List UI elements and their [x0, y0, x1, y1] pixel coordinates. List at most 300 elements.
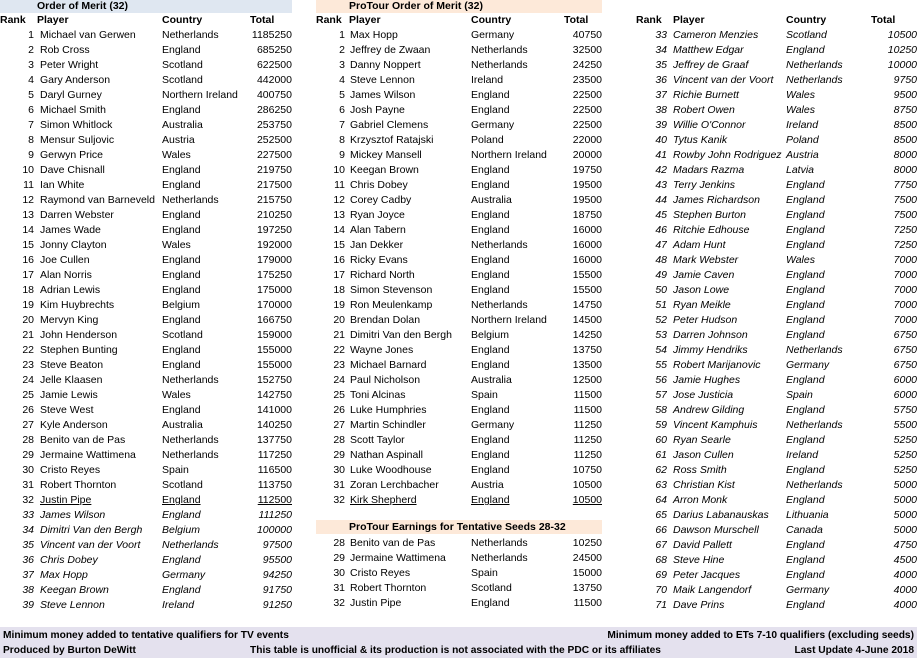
country-cell: Latvia — [786, 164, 815, 176]
country-cell: England — [162, 509, 201, 521]
rank-cell: 70 — [655, 584, 667, 596]
table-row — [316, 178, 602, 193]
player-cell: Steve West — [40, 404, 94, 416]
table-row — [316, 223, 602, 238]
protour-title: ProTour Order of Merit (32) — [316, 0, 602, 13]
footer-producer: Produced by Burton DeWitt — [3, 645, 136, 656]
order-of-merit-panel — [0, 0, 292, 613]
total-cell: 7000 — [893, 314, 917, 326]
country-cell: Wales — [786, 254, 815, 266]
protour-table — [316, 13, 602, 508]
table-row — [316, 418, 602, 433]
total-cell: 19500 — [572, 194, 602, 206]
country-cell: England — [471, 209, 510, 221]
total-cell: 91750 — [262, 584, 292, 596]
footer-et-qualifiers-note: Minimum money added to ETs 7-10 qualifiers (excluding seeds) — [607, 630, 914, 641]
country-cell: Wales — [162, 239, 191, 251]
total-cell: 6000 — [893, 374, 917, 386]
player-cell: Robert Thornton — [40, 479, 117, 491]
country-cell: England — [162, 359, 201, 371]
rank-cell: 5 — [339, 89, 345, 101]
rank-cell: 2 — [28, 44, 34, 56]
player-cell: Cristo Reyes — [350, 567, 411, 579]
table-row — [316, 133, 602, 148]
rank-cell: 37 — [22, 569, 34, 581]
rank-cell: 57 — [655, 389, 667, 401]
country-cell: Netherlands — [162, 449, 219, 461]
country-cell: Spain — [786, 389, 813, 401]
table-row — [636, 598, 917, 613]
table-row — [316, 596, 602, 611]
seeds-title: ProTour Earnings for Tentative Seeds 28-32 — [316, 520, 602, 534]
player-cell: Vincent van der Voort — [673, 74, 774, 86]
total-cell: 192000 — [256, 239, 292, 251]
country-cell: Netherlands — [471, 44, 528, 56]
rank-cell: 39 — [22, 599, 34, 611]
total-cell: 19750 — [572, 164, 602, 176]
country-cell: England — [786, 464, 825, 476]
rank-header: Rank — [316, 14, 342, 26]
table-row — [316, 536, 602, 551]
rank-cell: 67 — [655, 539, 667, 551]
table-row — [636, 538, 917, 553]
rank-cell: 12 — [22, 194, 34, 206]
total-cell: 252500 — [256, 134, 292, 146]
total-cell: 7750 — [893, 179, 917, 191]
player-cell: Max Hopp — [350, 29, 398, 41]
total-cell: 97500 — [262, 539, 292, 551]
country-cell: England — [786, 299, 825, 311]
table-row — [0, 148, 292, 163]
player-cell: Joe Cullen — [40, 254, 90, 266]
footer-tv-qualifiers-note: Minimum money added to tentative qualifiers for TV events — [3, 630, 289, 641]
player-cell: Simon Stevenson — [350, 284, 433, 296]
table-row — [636, 208, 917, 223]
country-cell: Netherlands — [471, 59, 528, 71]
player-cell: Jeffrey de Zwaan — [350, 44, 431, 56]
player-cell: Stephen Burton — [673, 209, 746, 221]
total-cell: 159000 — [256, 329, 292, 341]
player-cell: Willie O'Connor — [673, 119, 746, 131]
total-cell: 32500 — [572, 44, 602, 56]
player-cell: Steve Beaton — [40, 359, 104, 371]
player-cell: Chris Dobey — [40, 554, 98, 566]
rank-cell: 28 — [333, 434, 345, 446]
table-row — [636, 298, 917, 313]
total-cell: 5250 — [893, 434, 917, 446]
country-cell: Scotland — [471, 582, 512, 594]
rank-cell: 27 — [333, 419, 345, 431]
rank-cell: 17 — [333, 269, 345, 281]
player-cell: Dave Chisnall — [40, 164, 105, 176]
country-cell: England — [162, 554, 201, 566]
rank-cell: 53 — [655, 329, 667, 341]
total-cell: 8500 — [893, 119, 917, 131]
player-cell: Paul Nicholson — [350, 374, 421, 386]
total-cell: 400750 — [256, 89, 292, 101]
rank-header: Rank — [636, 14, 662, 26]
footer — [0, 627, 917, 658]
table-row — [636, 373, 917, 388]
table-row — [316, 88, 602, 103]
total-cell: 14250 — [572, 329, 602, 341]
player-cell: James Richardson — [673, 194, 760, 206]
player-cell: Gary Anderson — [40, 74, 111, 86]
country-cell: England — [471, 89, 510, 101]
rank-cell: 29 — [333, 449, 345, 461]
player-cell: Justin Pipe — [350, 597, 402, 609]
total-cell: 179000 — [256, 254, 292, 266]
player-cell: Jason Lowe — [673, 284, 730, 296]
total-cell: 10250 — [887, 44, 917, 56]
table-row — [316, 566, 602, 581]
rank-cell: 22 — [333, 344, 345, 356]
player-cell: Adrian Lewis — [40, 284, 101, 296]
rank-cell: 25 — [22, 389, 34, 401]
rank-cell: 36 — [22, 554, 34, 566]
total-cell: 24250 — [572, 59, 602, 71]
rank-cell: 1 — [28, 29, 34, 41]
country-cell: Germany — [162, 569, 206, 581]
table-row — [0, 448, 292, 463]
player-cell: Krzysztof Ratajski — [350, 134, 434, 146]
rank-cell: 59 — [655, 419, 667, 431]
total-cell: 11500 — [573, 597, 602, 609]
total-cell: 6750 — [893, 359, 917, 371]
player-cell: David Pallett — [673, 539, 732, 551]
player-cell: Steve Lennon — [40, 599, 105, 611]
total-cell: 13750 — [572, 582, 602, 594]
table-row — [0, 508, 292, 523]
table-row — [636, 448, 917, 463]
country-header: Country — [162, 14, 203, 26]
rank-cell: 8 — [339, 134, 345, 146]
total-cell: 23500 — [572, 74, 602, 86]
country-cell: Germany — [471, 119, 515, 131]
total-cell: 40750 — [572, 29, 602, 41]
country-cell: England — [786, 209, 825, 221]
player-cell: Adam Hunt — [673, 239, 726, 251]
player-cell: Gabriel Clemens — [350, 119, 429, 131]
total-cell: 6750 — [893, 329, 917, 341]
country-cell: Wales — [162, 149, 191, 161]
country-cell: England — [786, 374, 825, 386]
total-cell: 16000 — [572, 239, 602, 251]
order-of-merit-title: Order of Merit (32) — [0, 0, 292, 13]
total-cell: 10000 — [887, 59, 917, 71]
rank-cell: 10 — [22, 164, 34, 176]
total-cell: 5000 — [893, 479, 917, 491]
total-cell: 685250 — [256, 44, 292, 56]
table-row — [636, 568, 917, 583]
total-cell: 100000 — [256, 524, 292, 536]
country-cell: Belgium — [162, 524, 200, 536]
rank-cell: 27 — [22, 419, 34, 431]
country-cell: Australia — [162, 419, 203, 431]
table-row — [636, 523, 917, 538]
rank-cell: 37 — [655, 89, 667, 101]
rank-cell: 3 — [28, 59, 34, 71]
total-cell: 442000 — [256, 74, 292, 86]
total-cell: 95500 — [262, 554, 292, 566]
rank-cell: 32 — [22, 494, 34, 506]
total-cell: 22500 — [572, 119, 602, 131]
total-cell: 15500 — [572, 284, 602, 296]
table-row — [0, 223, 292, 238]
rank-cell: 39 — [655, 119, 667, 131]
player-cell: Dimitri Van den Bergh — [40, 524, 143, 536]
table-row — [0, 313, 292, 328]
table-row — [316, 298, 602, 313]
country-cell: England — [786, 434, 825, 446]
player-cell: Jermaine Wattimena — [40, 449, 136, 461]
table-row — [636, 403, 917, 418]
country-cell: Netherlands — [786, 59, 843, 71]
country-cell: England — [786, 194, 825, 206]
country-cell: England — [162, 164, 201, 176]
rank-cell: 47 — [655, 239, 667, 251]
country-cell: England — [162, 404, 201, 416]
player-cell: Luke Woodhouse — [350, 464, 432, 476]
rank-cell: 35 — [22, 539, 34, 551]
player-cell: Ron Meulenkamp — [350, 299, 433, 311]
country-cell: Canada — [786, 524, 823, 536]
player-cell: Nathan Aspinall — [350, 449, 423, 461]
rank-cell: 13 — [22, 209, 34, 221]
player-cell: Jamie Caven — [673, 269, 735, 281]
rank-cell: 1 — [339, 29, 345, 41]
player-cell: Jamie Hughes — [673, 374, 741, 386]
player-cell: Brendan Dolan — [350, 314, 421, 326]
total-cell: 22500 — [572, 104, 602, 116]
total-cell: 112500 — [257, 494, 292, 506]
rank-cell: 15 — [22, 239, 34, 251]
rank-cell: 3 — [339, 59, 345, 71]
rank-cell: 14 — [22, 224, 34, 236]
rank-cell: 51 — [655, 299, 667, 311]
country-cell: Scotland — [162, 74, 203, 86]
country-cell: Germany — [471, 419, 515, 431]
player-cell: Arron Monk — [673, 494, 728, 506]
total-cell: 12500 — [572, 374, 602, 386]
table-row — [636, 58, 917, 73]
country-cell: Germany — [786, 359, 830, 371]
country-cell: Austria — [786, 149, 819, 161]
rank-cell: 2 — [339, 44, 345, 56]
rank-cell: 22 — [22, 344, 34, 356]
player-cell: Jose Justicia — [673, 389, 734, 401]
rank-cell: 18 — [333, 284, 345, 296]
rank-cell: 20 — [333, 314, 345, 326]
rank-cell: 56 — [655, 374, 667, 386]
player-cell: Vincent Kamphuis — [673, 419, 758, 431]
player-cell: Mensur Suljovic — [40, 134, 115, 146]
player-cell: Cristo Reyes — [40, 464, 101, 476]
country-cell: Netherlands — [471, 299, 528, 311]
total-cell: 7000 — [893, 299, 917, 311]
total-cell: 175250 — [256, 269, 292, 281]
table-row — [316, 43, 602, 58]
player-cell: Jamie Lewis — [40, 389, 98, 401]
player-cell: Vincent van der Voort — [40, 539, 141, 551]
total-cell: 91250 — [262, 599, 292, 611]
country-cell: England — [786, 239, 825, 251]
table-row — [0, 463, 292, 478]
total-cell: 10500 — [572, 479, 602, 491]
rank-cell: 30 — [22, 464, 34, 476]
total-cell: 4000 — [893, 584, 917, 596]
player-cell: Ross Smith — [673, 464, 727, 476]
table-row — [0, 133, 292, 148]
country-cell: England — [162, 344, 201, 356]
total-cell: 5250 — [893, 464, 917, 476]
table-row — [636, 343, 917, 358]
total-cell: 7000 — [893, 254, 917, 266]
total-cell: 10500 — [572, 494, 602, 506]
player-cell: Peter Jacques — [673, 569, 741, 581]
country-cell: England — [471, 284, 510, 296]
player-cell: Jan Dekker — [350, 239, 404, 251]
rank-cell: 9 — [28, 149, 34, 161]
total-header: Total — [871, 14, 896, 26]
country-cell: England — [786, 44, 825, 56]
rank-cell: 71 — [655, 599, 667, 611]
table-row — [636, 583, 917, 598]
country-cell: England — [786, 284, 825, 296]
table-row — [0, 253, 292, 268]
country-cell: Netherlands — [471, 239, 528, 251]
total-cell: 215750 — [256, 194, 292, 206]
rank-cell: 29 — [333, 552, 345, 564]
player-cell: James Wade — [40, 224, 101, 236]
rank-cell: 50 — [655, 284, 667, 296]
country-cell: Netherlands — [162, 194, 219, 206]
table-row — [0, 163, 292, 178]
player-cell: Ian White — [40, 179, 85, 191]
player-cell: Josh Payne — [350, 104, 405, 116]
table-row — [636, 553, 917, 568]
rank-cell: 28 — [333, 537, 345, 549]
player-cell: Cameron Menzies — [673, 29, 759, 41]
player-cell: Michael van Gerwen — [40, 29, 136, 41]
order-of-merit-table — [0, 13, 292, 613]
country-cell: Poland — [786, 134, 819, 146]
player-cell: Tytus Kanik — [673, 134, 728, 146]
country-cell: Ireland — [162, 599, 195, 611]
player-cell: Richard North — [350, 269, 415, 281]
player-cell: Luke Humphries — [350, 404, 427, 416]
rank-cell: 31 — [333, 582, 345, 594]
country-cell: Wales — [786, 104, 815, 116]
player-cell: Dimitri Van den Bergh — [350, 329, 452, 341]
country-cell: England — [471, 104, 510, 116]
rank-cell: 34 — [22, 524, 34, 536]
table-row — [636, 268, 917, 283]
table-row — [0, 178, 292, 193]
table-row — [0, 328, 292, 343]
country-cell: Austria — [471, 479, 504, 491]
total-cell: 10500 — [887, 29, 917, 41]
country-cell: England — [162, 494, 201, 506]
table-row — [0, 568, 292, 583]
table-row — [0, 298, 292, 313]
country-cell: England — [471, 404, 510, 416]
country-cell: Wales — [786, 89, 815, 101]
total-cell: 140250 — [256, 419, 292, 431]
country-cell: England — [162, 254, 201, 266]
player-cell: Benito van de Pas — [350, 537, 436, 549]
rank-cell: 24 — [22, 374, 34, 386]
table-row — [0, 343, 292, 358]
table-row — [316, 358, 602, 373]
total-header: Total — [564, 14, 589, 26]
total-cell: 11250 — [573, 434, 602, 446]
rank-cell: 35 — [655, 59, 667, 71]
country-cell: England — [162, 284, 201, 296]
table-row — [316, 208, 602, 223]
player-cell: Maik Langendorf — [673, 584, 752, 596]
total-cell: 15000 — [572, 567, 602, 579]
table-row — [636, 493, 917, 508]
country-cell: Germany — [471, 29, 515, 41]
total-cell: 10250 — [572, 537, 602, 549]
total-cell: 14500 — [572, 314, 602, 326]
total-header: Total — [250, 14, 275, 26]
table-row — [636, 508, 917, 523]
player-cell: Keegan Brown — [350, 164, 419, 176]
table-row — [316, 28, 602, 43]
player-cell: Christian Kist — [673, 479, 735, 491]
rank-cell: 21 — [22, 329, 34, 341]
total-cell: 219750 — [256, 164, 292, 176]
country-cell: Scotland — [786, 29, 827, 41]
table-row — [0, 553, 292, 568]
rank-cell: 33 — [22, 509, 34, 521]
player-cell: Peter Hudson — [673, 314, 738, 326]
total-cell: 10750 — [572, 464, 602, 476]
table-row — [316, 283, 602, 298]
country-cell: England — [471, 494, 510, 506]
player-cell: Mickey Mansell — [350, 149, 422, 161]
table-row — [636, 418, 917, 433]
player-cell: Justin Pipe — [40, 494, 92, 506]
table-row — [0, 358, 292, 373]
rank-cell: 58 — [655, 404, 667, 416]
player-cell: James Wilson — [40, 509, 106, 521]
country-cell: England — [786, 224, 825, 236]
table-row — [0, 283, 292, 298]
rank-cell: 7 — [339, 119, 345, 131]
table-row — [636, 358, 917, 373]
player-cell: Steve Hine — [673, 554, 725, 566]
country-cell: England — [471, 597, 510, 609]
rank-cell: 36 — [655, 74, 667, 86]
total-cell: 7500 — [893, 194, 917, 206]
rank-cell: 55 — [655, 359, 667, 371]
table-row — [316, 238, 602, 253]
player-cell: Chris Dobey — [350, 179, 408, 191]
player-cell: Robert Marijanovic — [673, 359, 761, 371]
table-row — [636, 148, 917, 163]
table-row — [636, 43, 917, 58]
table-header-row — [316, 13, 602, 28]
player-cell: Jermaine Wattimena — [350, 552, 446, 564]
table-row — [636, 433, 917, 448]
table-row — [316, 313, 602, 328]
table-row — [0, 208, 292, 223]
player-cell: Madars Razma — [673, 164, 745, 176]
total-cell: 210250 — [256, 209, 292, 221]
